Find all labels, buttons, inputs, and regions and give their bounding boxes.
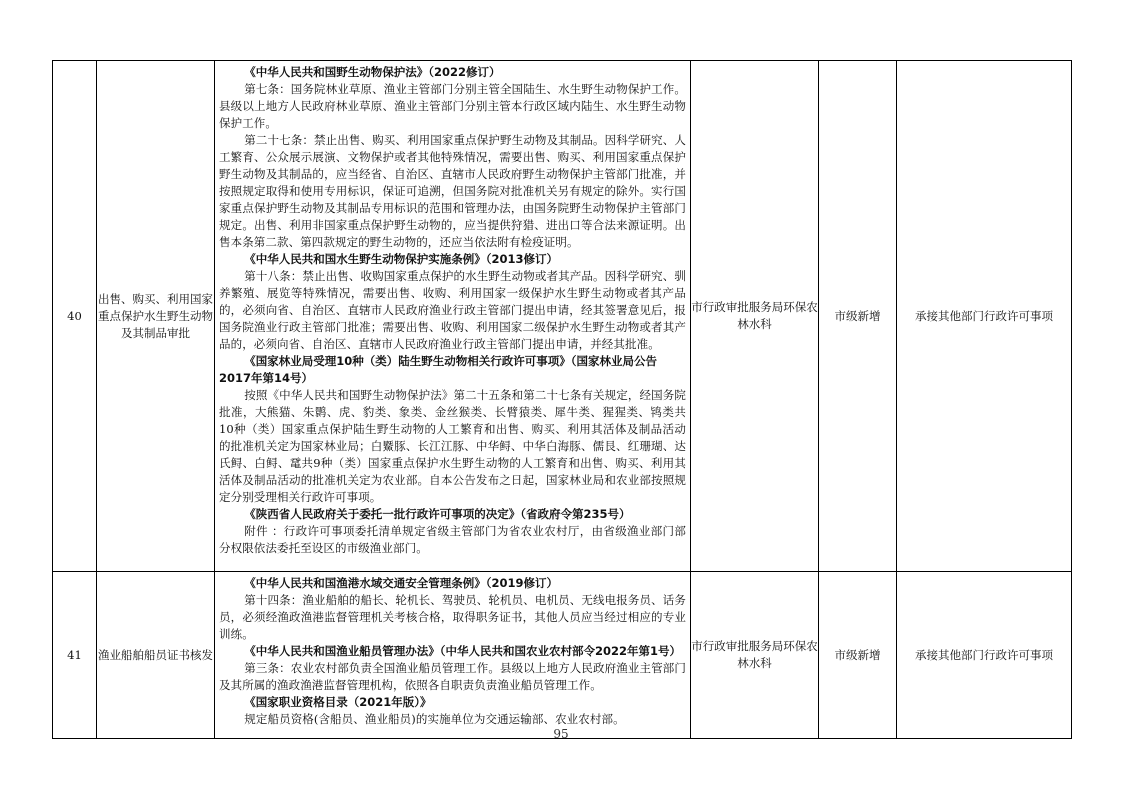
law-article: 按照《中华人民共和国野生动物保护法》第二十五条和第二十七条有关规定，经国务院批准，大熊猫、朱鹮、虎、豹类、象类、金丝猴类、长臂猿类、犀牛类、猩猩类、鸨类共10种（类）国家重点保护陆生野生动物的人工繁育和出售、购买、利用其活体及制品活动的批准机关定为国家林业局；白鱀豚、长江江豚、中华鲟、中华白海豚、儒艮、红珊瑚、达氏鲟、白鲟、鼋共9种（类）国家重点保护水生野生动物的人工繁育和出售、购买、利用其活体及制品活动的批准机关定为农业部。自本公告发布之日起，国家林业局和农业部按照规定分别受理相关行政许可事项。 xyxy=(219,388,686,504)
remark: 承接其他部门行政许可事项 xyxy=(897,61,1072,572)
item-name: 渔业船舶船员证书核发 xyxy=(97,572,215,739)
law-title: 《中华人民共和国渔港水域交通安全管理条例》（2019修订） xyxy=(244,576,559,590)
implementing-department: 市行政审批服务局环保农林水科 xyxy=(691,572,819,739)
law-title: 《国家职业资格目录（2021年版）》 xyxy=(244,695,432,709)
implementing-department: 市行政审批服务局环保农林水科 xyxy=(691,61,819,572)
table-row xyxy=(53,572,1072,739)
level: 市级新增 xyxy=(819,572,897,739)
permission-table xyxy=(52,60,1072,739)
law-article: 规定船员资格(含船员、渔业船员)的实施单位为交通运输部、农业农村部。 xyxy=(244,712,625,726)
law-title: 《中华人民共和国野生动物保护法》（2022修订） xyxy=(244,65,501,79)
legal-basis xyxy=(215,572,691,739)
law-article: 第七条：国务院林业草原、渔业主管部门分别主管全国陆生、水生野生动物保护工作。县级以上地方人民政府林业草原、渔业主管部门分别主管本行政区域内陆生、水生野生动物保护工作。 xyxy=(219,82,686,130)
row-number: 40 xyxy=(53,61,97,572)
law-title: 《中华人民共和国渔业船员管理办法》（中华人民共和国农业农村部令2022年第1号） xyxy=(244,644,682,658)
table-row xyxy=(53,61,1072,572)
item-name: 出售、购买、利用国家重点保护水生野生动物及其制品审批 xyxy=(97,61,215,572)
law-article: 附件 ：行政许可事项委托清单规定省级主管部门为省农业农村厅，由省级渔业部门部分权限依法委托至设区的市级渔业部门。 xyxy=(219,524,686,555)
legal-basis xyxy=(215,61,691,572)
row-number: 41 xyxy=(53,572,97,739)
law-title: 《中华人民共和国水生野生动物保护实施条例》（2013修订） xyxy=(244,252,559,266)
level: 市级新增 xyxy=(819,61,897,572)
remark: 承接其他部门行政许可事项 xyxy=(897,572,1072,739)
law-title: 《国家林业局受理10种（类）陆生野生动物相关行政许可事项》（国家林业局公告2017年第14号） xyxy=(219,354,658,385)
law-article: 第十四条：渔业船舶的船长、轮机长、驾驶员、轮机员、电机员、无线电报务员、话务员，必须经渔政渔港监督管理机关考核合格，取得职务证书，其他人员应当经过相应的专业训练。 xyxy=(219,593,686,641)
law-article: 第二十七条：禁止出售、购买、利用国家重点保护野生动物及其制品。因科学研究、人工繁育、公众展示展演、文物保护或者其他特殊情况，需要出售、购买、利用国家重点保护野生动物及其制品的，应当经省、自治区、直辖市人民政府野生动物保护主管部门批准，并按照规定取得和使用专用标识，保证可追溯，但国务院对批准机关另有规定的除外。实行国家重点保护野生动物及其制品专用标识的范围和管理办法，由国务院野生动物保护主管部门规定。出售、利用非国家重点保护野生动物的，应当提供狩猎、进出口等合法来源证明。出售本条第二款、第四款规定的野生动物的，还应当依法附有检疫证明。 xyxy=(219,133,686,249)
law-article: 第十八条：禁止出售、收购国家重点保护的水生野生动物或者其产品。因科学研究、驯养繁殖、展览等特殊情况，需要出售、收购、利用国家一级保护水生野生动物或者其产品的，必须向省、自治区、直辖市人民政府渔业行政主管部门提出申请，经其签署意见后，报国务院渔业行政主管部门批准；需要出售、收购、利用国家二级保护水生野生动物或者其产品的，必须向省、自治区、直辖市人民政府渔业行政主管部门提出申请，并经其批准。 xyxy=(219,269,686,351)
law-article: 第三条：农业农村部负责全国渔业船员管理工作。县级以上地方人民政府渔业主管部门及其所属的渔政渔港监督管理机构，依照各自职责负责渔业船员管理工作。 xyxy=(219,661,686,692)
law-title: 《陕西省人民政府关于委托一批行政许可事项的决定》（省政府令第235号） xyxy=(244,507,631,521)
page-number: 95 xyxy=(553,727,569,741)
